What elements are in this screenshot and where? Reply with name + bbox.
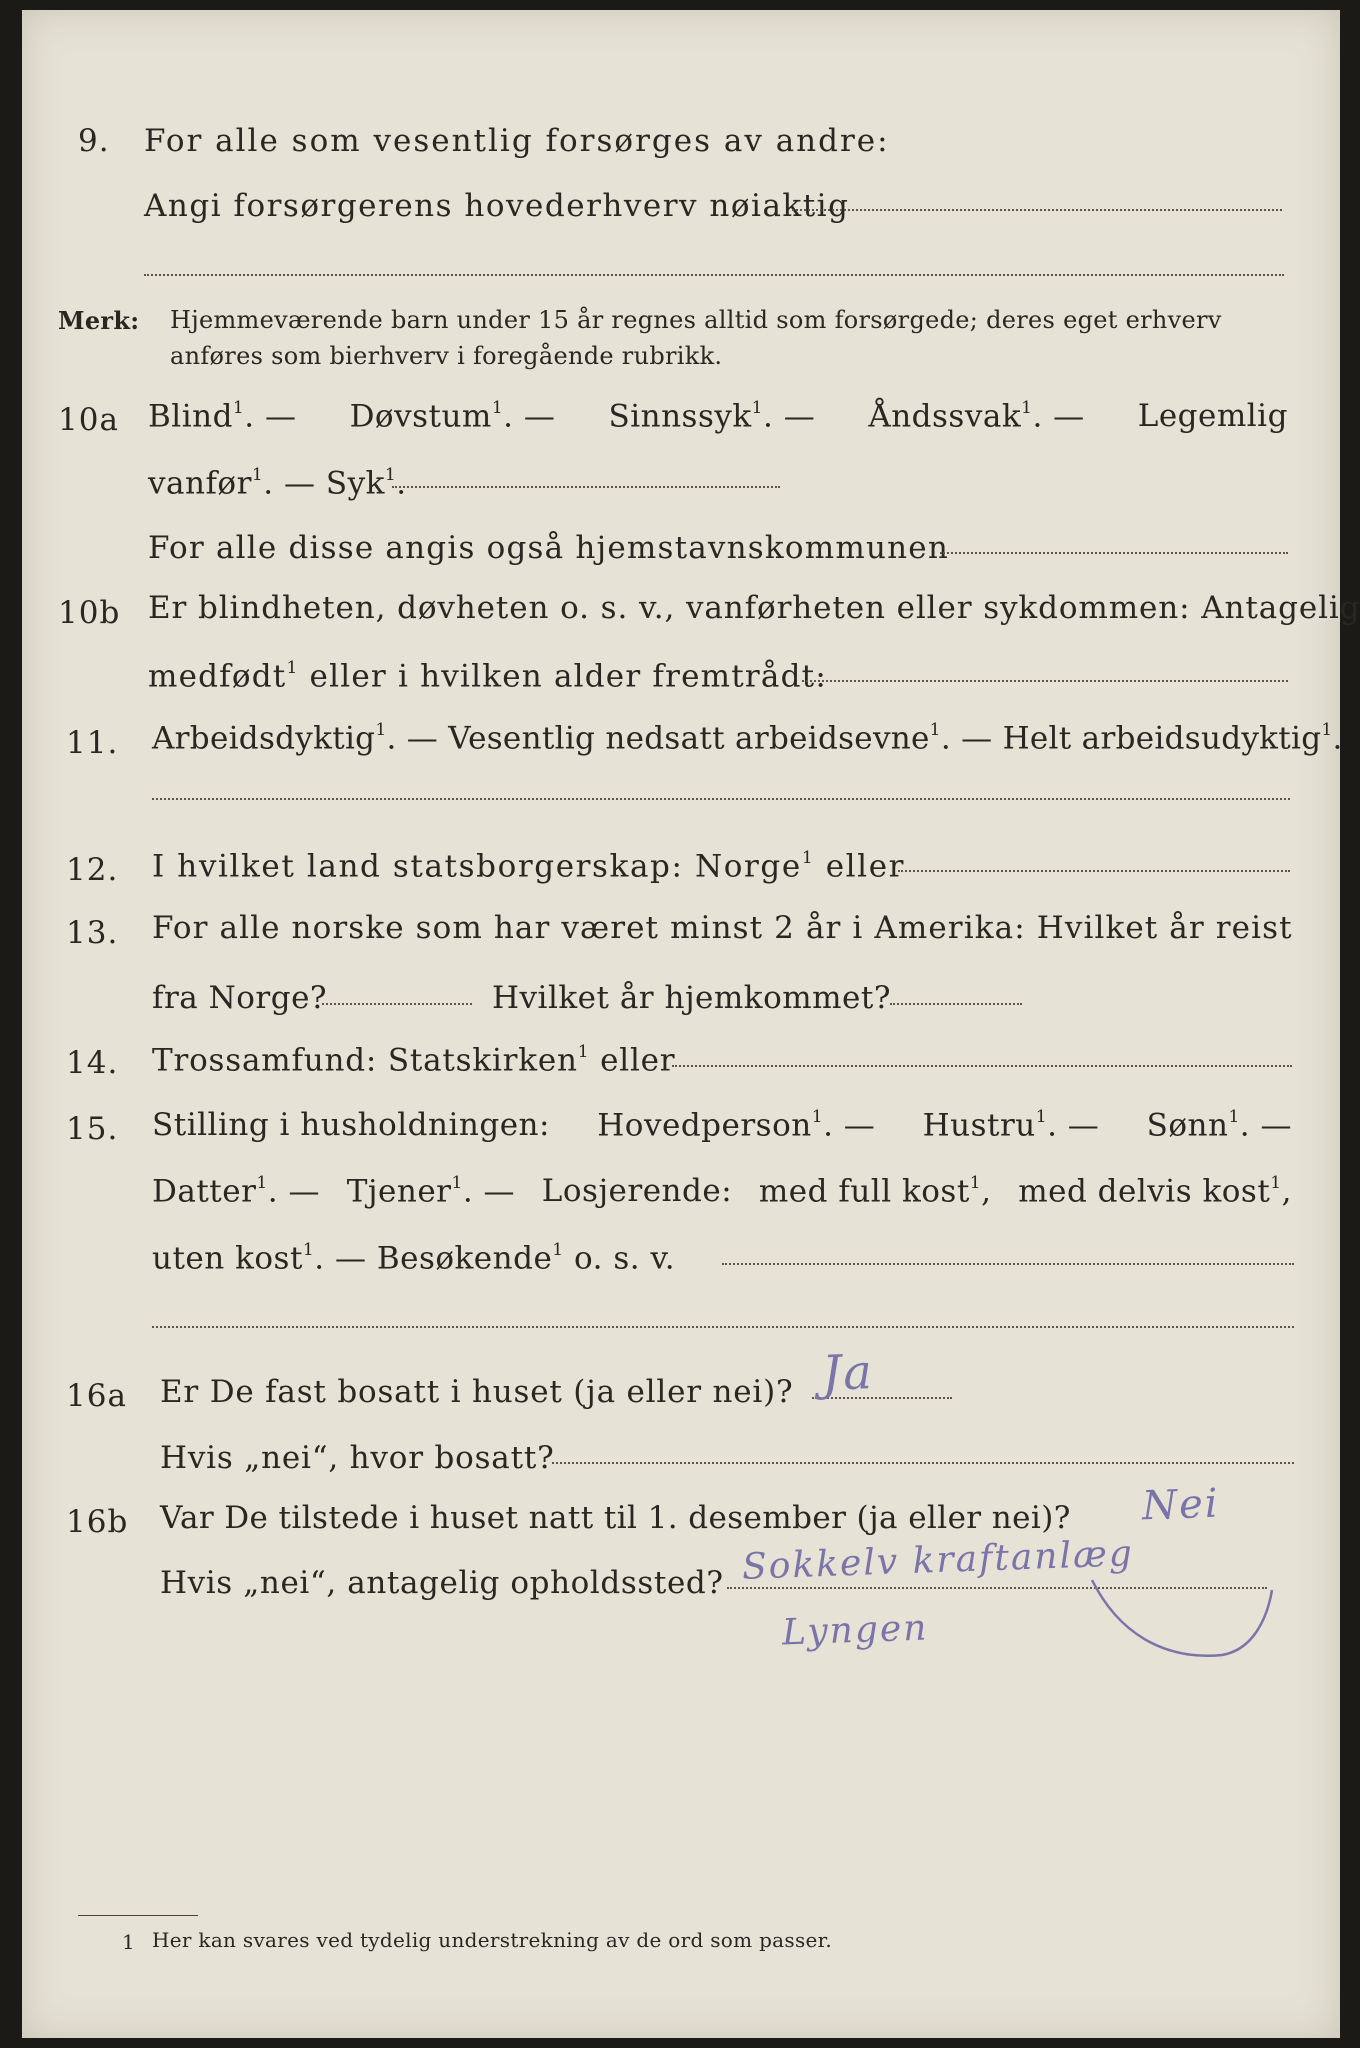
q10a-sinnssyk[interactable]: Sinnssyk	[608, 398, 752, 435]
q13-number: 13.	[66, 915, 119, 951]
q12-answer-line[interactable]	[898, 870, 1290, 872]
q14-answer-line[interactable]	[672, 1065, 1292, 1067]
q16a-answer[interactable]: Ja	[821, 1344, 875, 1402]
q15-answer-line-2[interactable]	[152, 1326, 1294, 1328]
q13-hjemkommet-line[interactable]	[890, 1003, 1022, 1005]
q10b-number: 10b	[58, 595, 121, 631]
q11-answer-line[interactable]	[152, 798, 1290, 800]
q14-text: Trossamfund:	[152, 1042, 378, 1079]
q10b-line1: Er blindheten, døvheten o. s. v., vanførheten eller sykdommen: Antagelig	[148, 590, 1360, 626]
q9-line1: For alle som vesentlig forsørges av andre:	[144, 123, 890, 159]
q10a-kommune-line[interactable]	[940, 552, 1288, 554]
q16a-bosatt-line[interactable]	[552, 1462, 1294, 1464]
q15-osv: o. s. v.	[574, 1240, 676, 1277]
q15-losjerende: Losjerende:	[541, 1173, 733, 1209]
q10a-line1: Blind$^1$. — Døvstum$^1$. — Sinnssyk$^1$. — Åndssvak$^1$. — Legemlig	[148, 398, 1288, 435]
footnote-marker: 1	[122, 1930, 136, 1954]
q10a-line2: vanfør$^1$. — Syk$^1$.	[148, 465, 407, 502]
q12-number: 12.	[66, 852, 119, 888]
q9-line2: Angi forsørgerens hovederhverv nøiaktig	[144, 188, 850, 224]
q16b-line1: Var De tilstede i huset natt til 1. desember (ja eller nei)?	[160, 1500, 1071, 1536]
handwritten-flourish	[1082, 1560, 1282, 1670]
q15-hustru[interactable]: Hustru	[922, 1107, 1036, 1144]
q15-besokende[interactable]: Besøkende	[376, 1240, 553, 1277]
q16b-answer2-line2[interactable]: Lyngen	[781, 1607, 930, 1654]
q15-line2: Datter$^1$. — Tjener$^1$. — Losjerende: med full kost$^1$, med delvis kost$^1$,	[152, 1173, 1292, 1210]
q10a-syk[interactable]: Syk	[325, 465, 385, 502]
q16b-line2: Hvis „nei“, antagelig opholdssted?	[160, 1565, 724, 1601]
q13-reist-line[interactable]	[322, 1003, 472, 1005]
q13-line1: For alle norske som har været minst 2 år i Amerika: Hvilket år reist	[152, 910, 1293, 946]
census-form-page	[22, 10, 1360, 2038]
q11-number: 11.	[66, 725, 119, 761]
q15-answer-line[interactable]	[722, 1263, 1294, 1265]
merk-label: Merk:	[58, 306, 140, 335]
q15-delvis-kost[interactable]: med delvis kost	[1018, 1173, 1271, 1210]
q10a-andssvak[interactable]: Åndssvak	[868, 398, 1022, 435]
q15-number: 15.	[66, 1111, 119, 1147]
q11-arbeidsdyktig[interactable]: Arbeidsdyktig	[152, 720, 376, 757]
q10a-dovstum[interactable]: Døvstum	[349, 398, 492, 435]
q15-text: Stilling i husholdningen:	[152, 1107, 550, 1143]
q15-tjener[interactable]: Tjener	[346, 1173, 452, 1210]
q10a-legemlig[interactable]: Legemlig	[1137, 398, 1288, 434]
q14-statskirken[interactable]: Statskirken	[387, 1042, 578, 1079]
q9-answer-line[interactable]	[792, 209, 1282, 211]
q15-uten-kost[interactable]: uten kost	[152, 1240, 303, 1277]
q15-line3: uten kost$^1$. — Besøkende$^1$ o. s. v.	[152, 1240, 676, 1277]
q10b-medfodt[interactable]: medfødt	[148, 658, 287, 695]
q10a-syk-line[interactable]	[392, 486, 780, 488]
q15-sonn[interactable]: Sønn	[1146, 1107, 1229, 1144]
q16a-line2: Hvis „nei“, hvor bosatt?	[160, 1440, 555, 1476]
footnote-rule	[78, 1915, 198, 1916]
q14-number: 14.	[66, 1045, 119, 1081]
q16b-answer2-line1[interactable]: Sokkelv kraftanlæg	[741, 1533, 1135, 1588]
q10b-answer-line[interactable]	[802, 680, 1288, 682]
q12-norge[interactable]: Norge	[695, 848, 802, 885]
q10a-blind[interactable]: Blind	[148, 398, 233, 435]
q15-hovedperson[interactable]: Hovedperson	[597, 1107, 812, 1144]
q12-eller: eller	[825, 848, 906, 885]
q15-line1: Stilling i husholdningen: Hovedperson$^1$. — Hustru$^1$. — Sønn$^1$. —	[152, 1107, 1292, 1144]
footnote-text: Her kan svares ved tydelig understrekning av de ord som passer.	[152, 1928, 832, 1952]
q10a-number: 10a	[58, 402, 119, 438]
q11-line: Arbeidsdyktig$^1$. — Vesentlig nedsatt arbeidsevne$^1$. — Helt arbeidsudyktig$^1$.	[152, 720, 1343, 757]
q11-vesentlig[interactable]: Vesentlig nedsatt arbeidsevne	[448, 720, 930, 757]
q15-datter[interactable]: Datter	[152, 1173, 257, 1210]
q13-hjemkommet: Hvilket år hjemkommet?	[492, 980, 891, 1016]
q16b-answer[interactable]: Nei	[1141, 1480, 1221, 1530]
q16a-line1: Er De fast bosatt i huset (ja eller nei)?	[160, 1374, 794, 1410]
q10b-line2-rest: eller i hvilken alder fremtrådt:	[309, 658, 827, 695]
q10a-vanfor[interactable]: vanfør	[148, 465, 252, 502]
q10b-line2: medfødt$^1$ eller i hvilken alder fremtrådt:	[148, 658, 827, 695]
merk-line2: anføres som bierhverv i foregående rubrikk.	[170, 342, 723, 370]
q14-eller: eller	[600, 1042, 676, 1079]
q14-line: Trossamfund: Statskirken$^1$ eller	[152, 1042, 676, 1079]
q15-full-kost[interactable]: med full kost	[758, 1173, 970, 1210]
q9-answer-line-2[interactable]	[144, 274, 1284, 276]
q12-text: I hvilket land statsborgerskap:	[152, 848, 684, 885]
q16a-number: 16a	[66, 1378, 127, 1414]
q10a-line3: For alle disse angis også hjemstavnskommunen	[148, 530, 949, 566]
merk-line1: Hjemmeværende barn under 15 år regnes alltid som forsørgede; deres eget erhverv	[170, 306, 1222, 334]
q13-fra-norge: fra Norge?	[152, 980, 328, 1016]
q9-number: 9.	[78, 123, 110, 159]
q12-line: I hvilket land statsborgerskap: Norge$^1$ eller	[152, 848, 906, 885]
q16b-number: 16b	[66, 1504, 129, 1540]
q11-helt[interactable]: Helt arbeidsudyktig	[1002, 720, 1322, 757]
